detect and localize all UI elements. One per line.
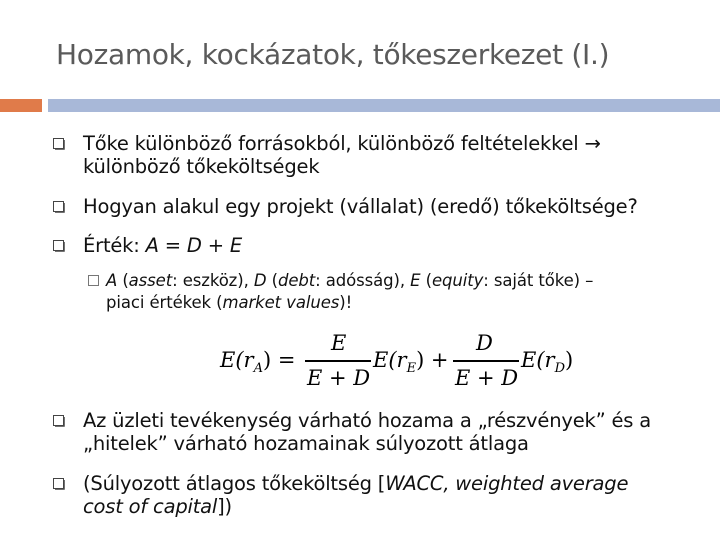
accent-bar-orange <box>0 99 42 112</box>
sym-a: A <box>106 271 118 290</box>
formula-part: ) <box>565 348 574 372</box>
wacc-text-part: ]) <box>217 495 232 518</box>
bullet-4-line-2: „hitelek” várható hozamainak súlyozott átlaga <box>83 432 529 455</box>
wacc-term: WACC, weighted average <box>385 472 629 495</box>
formula-term-1 <box>373 348 449 376</box>
value-equation: A = D + E <box>145 234 243 257</box>
term-asset: asset <box>128 271 173 290</box>
slide-title: Hozamok, kockázatok, tőkeszerkezet (I.) <box>56 38 610 71</box>
bullet-text-5 <box>83 472 713 518</box>
term-equity: equity <box>431 271 484 290</box>
accent-bar-blue <box>48 99 720 112</box>
wacc-term: cost of capital <box>83 495 218 518</box>
sub-bullet-line-1 <box>106 270 593 292</box>
wacc-text-part: (Súlyozott átlagos tőkeköltség [ <box>83 472 386 495</box>
formula-part: E + D <box>455 366 519 390</box>
bullet-4-line-1: Az üzleti tevékenység várható hozama a „részvények” és a <box>83 409 651 432</box>
fraction-2-numerator <box>476 331 493 355</box>
formula-sub: A <box>253 361 263 376</box>
square-bullet-icon <box>53 415 66 428</box>
term-debt: debt <box>277 271 316 290</box>
bullet-1-line-2: különböző tőkeköltségek <box>83 155 320 178</box>
formula-lhs <box>220 348 296 376</box>
formula-part: E(r <box>521 348 555 372</box>
formula-part: E <box>331 331 347 355</box>
bullet-1-line-1: Tőke különböző forrásokból, különböző feltételekkel → <box>83 132 601 155</box>
sym-e: E <box>410 271 421 290</box>
value-label: Érték: <box>83 234 146 257</box>
sub-bullet-text <box>106 270 593 314</box>
sub-text-part: : saját tőke) – <box>483 271 594 290</box>
formula-sub: D <box>554 361 565 376</box>
square-bullet-icon <box>53 478 66 491</box>
term-market-values: market values <box>222 293 340 312</box>
sub-text-part: ( <box>420 271 432 290</box>
sub-text-part: : eszköz), <box>172 271 254 290</box>
square-bullet-icon <box>53 240 66 253</box>
square-bullet-icon <box>53 138 66 151</box>
bullet-text-3 <box>83 234 242 257</box>
sub-square-bullet-icon <box>88 272 100 284</box>
sub-text-part: )! <box>339 293 353 312</box>
wacc-formula <box>220 330 600 398</box>
square-bullet-icon <box>53 201 66 214</box>
fraction-2-denominator <box>455 366 518 390</box>
sub-bullet-line-2 <box>106 292 593 314</box>
bullet-text-2: Hogyan alakul egy projekt (vállalat) (eredő) tőkeköltsége? <box>83 195 638 218</box>
formula-part: D <box>476 331 493 355</box>
fraction-1-line <box>305 360 371 362</box>
formula-part: E(r <box>373 348 407 372</box>
fraction-1-denominator <box>307 366 370 390</box>
formula-part: E(r <box>220 348 254 372</box>
bullet-text-1 <box>83 132 601 178</box>
fraction-2-line <box>453 360 519 362</box>
formula-part: ) + <box>416 348 449 372</box>
formula-part: ) = <box>262 348 296 372</box>
bullet-text-4 <box>83 409 651 455</box>
sym-d: D <box>253 271 267 290</box>
formula-part: E + D <box>307 366 371 390</box>
sub-text-part: piaci értékek ( <box>106 293 223 312</box>
sub-text-part: : adósság), <box>315 271 411 290</box>
formula-sub: E <box>406 361 417 376</box>
sub-text-part: ( <box>117 271 129 290</box>
sub-text-part: ( <box>266 271 278 290</box>
fraction-1-numerator <box>331 331 346 355</box>
formula-term-2 <box>521 348 574 376</box>
